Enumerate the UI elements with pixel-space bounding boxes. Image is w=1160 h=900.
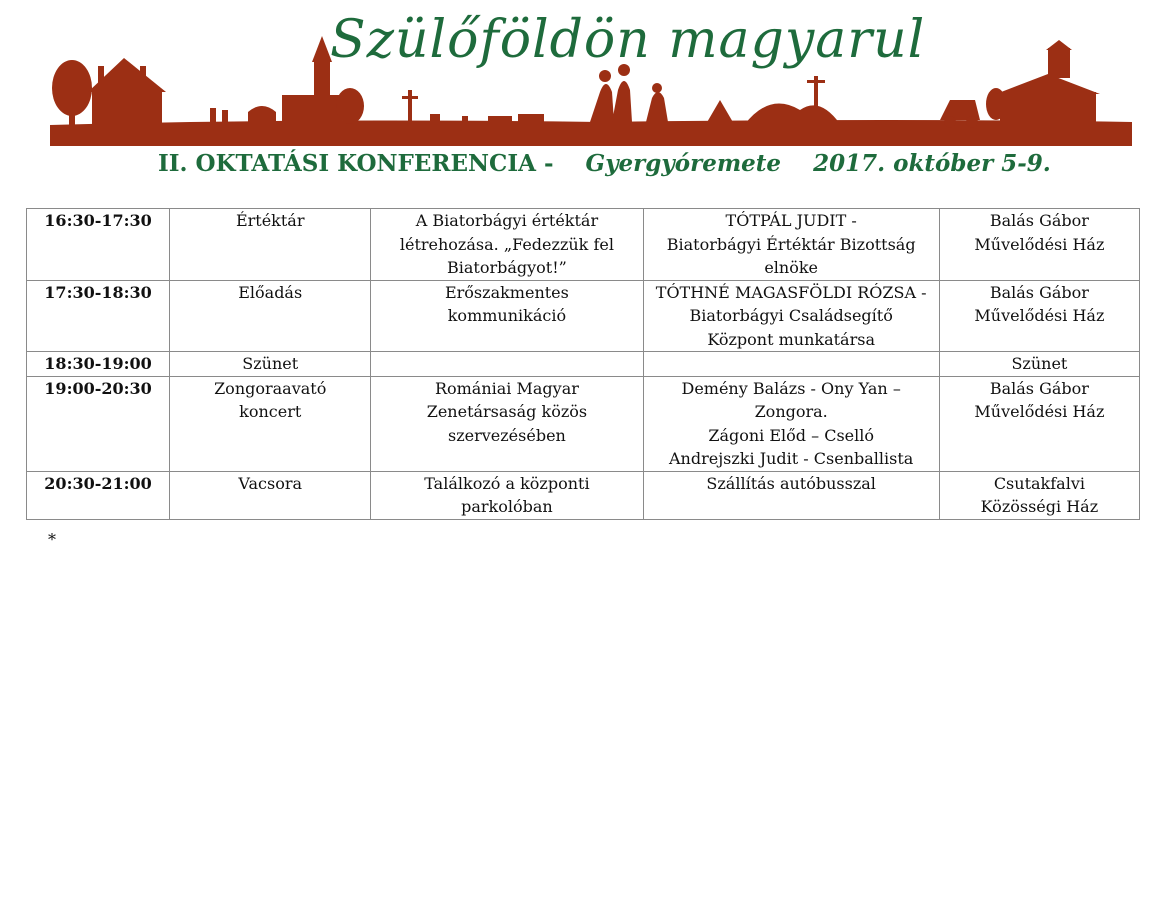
table-row [27, 376, 1140, 471]
topic-cell-line: parkolóban [461, 497, 553, 516]
topic-cell-line: létrehozása. „Fedezzük fel [399, 234, 614, 254]
type-cell-line: Előadás [238, 282, 303, 302]
type-cell [170, 376, 371, 471]
venue-cell-line: Csutakfalvi [993, 473, 1085, 493]
presenter-cell-line: Központ munkatársa [707, 329, 875, 349]
table-row [27, 352, 1140, 377]
page-title: Szülőföldön magyarul [330, 10, 926, 70]
time-cell: 18:30-19:00 [27, 352, 170, 377]
venue-cell [939, 209, 1139, 281]
type-cell-line: Értéktár [235, 211, 305, 230]
venue-cell [939, 280, 1139, 352]
subtitle-event: II. OKTATÁSI KONFERENCIA - [158, 150, 554, 177]
venue-cell [939, 471, 1139, 519]
type-cell [170, 209, 371, 281]
presenter-cell-line: TÓTPÁL JUDIT - [725, 211, 857, 230]
type-cell-line: Szünet [242, 354, 299, 373]
venue-cell-line: Művelődési Ház [974, 306, 1105, 325]
type-cell [170, 352, 371, 377]
presenter-cell-line: Zágoni Előd – Cselló [708, 425, 874, 445]
presenter-cell-line: Biatorbágyi Családsegítő [689, 306, 893, 325]
type-cell [170, 280, 371, 352]
type-cell-line: Vacsora [238, 473, 303, 493]
venue-cell-line: Szünet [1011, 354, 1068, 373]
presenter-cell-line: Biatorbágyi Értéktár Bizottság [666, 234, 916, 254]
topic-cell [371, 352, 643, 377]
topic-cell-line: Erőszakmentes [444, 282, 569, 302]
type-cell-line: Zongoraavató [214, 378, 327, 398]
type-cell [170, 471, 371, 519]
conference-subtitle [158, 150, 1051, 177]
table-row [27, 471, 1140, 519]
presenter-cell-line: Demény Balázs - Ony Yan – [681, 378, 901, 398]
presenter-cell-line: Szállítás autóbusszal [706, 473, 876, 493]
topic-cell [371, 376, 643, 471]
presenter-cell-line: Zongora. [754, 402, 828, 421]
presenter-cell-line: elnöke [764, 258, 818, 277]
time-cell: 17:30-18:30 [27, 280, 170, 352]
header-banner [0, 0, 1160, 200]
topic-cell-line: Biatorbágyot!” [446, 258, 567, 277]
venue-cell-line: Művelődési Ház [974, 402, 1105, 421]
time-cell: 16:30-17:30 [27, 209, 170, 281]
presenter-cell-line: TÓTHNÉ MAGASFÖLDI RÓZSA - [655, 282, 927, 302]
topic-cell-line: Találkozó a központi [424, 473, 590, 493]
time-cell: 19:00-20:30 [27, 376, 170, 471]
presenter-cell [643, 352, 939, 377]
topic-cell [371, 209, 643, 281]
venue-cell-line: Művelődési Ház [974, 234, 1105, 254]
footnote-marker: * [48, 530, 56, 549]
presenter-cell [643, 280, 939, 352]
topic-cell-line [377, 352, 636, 376]
presenter-cell-line [650, 352, 933, 376]
venue-cell-line: Közösségi Ház [980, 497, 1099, 516]
presenter-cell-line: Andrejszki Judit - Csenballista [668, 449, 914, 468]
table-row [27, 280, 1140, 352]
topic-cell [371, 280, 643, 352]
presenter-cell [643, 471, 939, 519]
venue-cell-line: Balás Gábor [989, 211, 1089, 230]
venue-cell [939, 352, 1139, 377]
schedule-table [26, 208, 1140, 520]
topic-cell-line: Romániai Magyar [434, 378, 579, 398]
topic-cell-line: szervezésében [447, 425, 566, 445]
topic-cell-line: A Biatorbágyi értéktár [415, 211, 599, 230]
topic-cell [371, 471, 643, 519]
venue-cell-line: Balás Gábor [989, 282, 1089, 302]
table-row [27, 209, 1140, 281]
topic-cell-line: kommunikáció [447, 306, 567, 325]
topic-cell-line: Zenetársaság közös [426, 402, 588, 421]
subtitle-date: 2017. október 5-9. [813, 150, 1051, 177]
venue-cell [939, 376, 1139, 471]
venue-cell-line: Balás Gábor [989, 378, 1089, 398]
type-cell-line: koncert [239, 402, 302, 421]
subtitle-place: Gyergyóremete [585, 150, 782, 177]
schedule-body [27, 209, 1140, 520]
presenter-cell [643, 209, 939, 281]
time-cell: 20:30-21:00 [27, 471, 170, 519]
presenter-cell [643, 376, 939, 471]
